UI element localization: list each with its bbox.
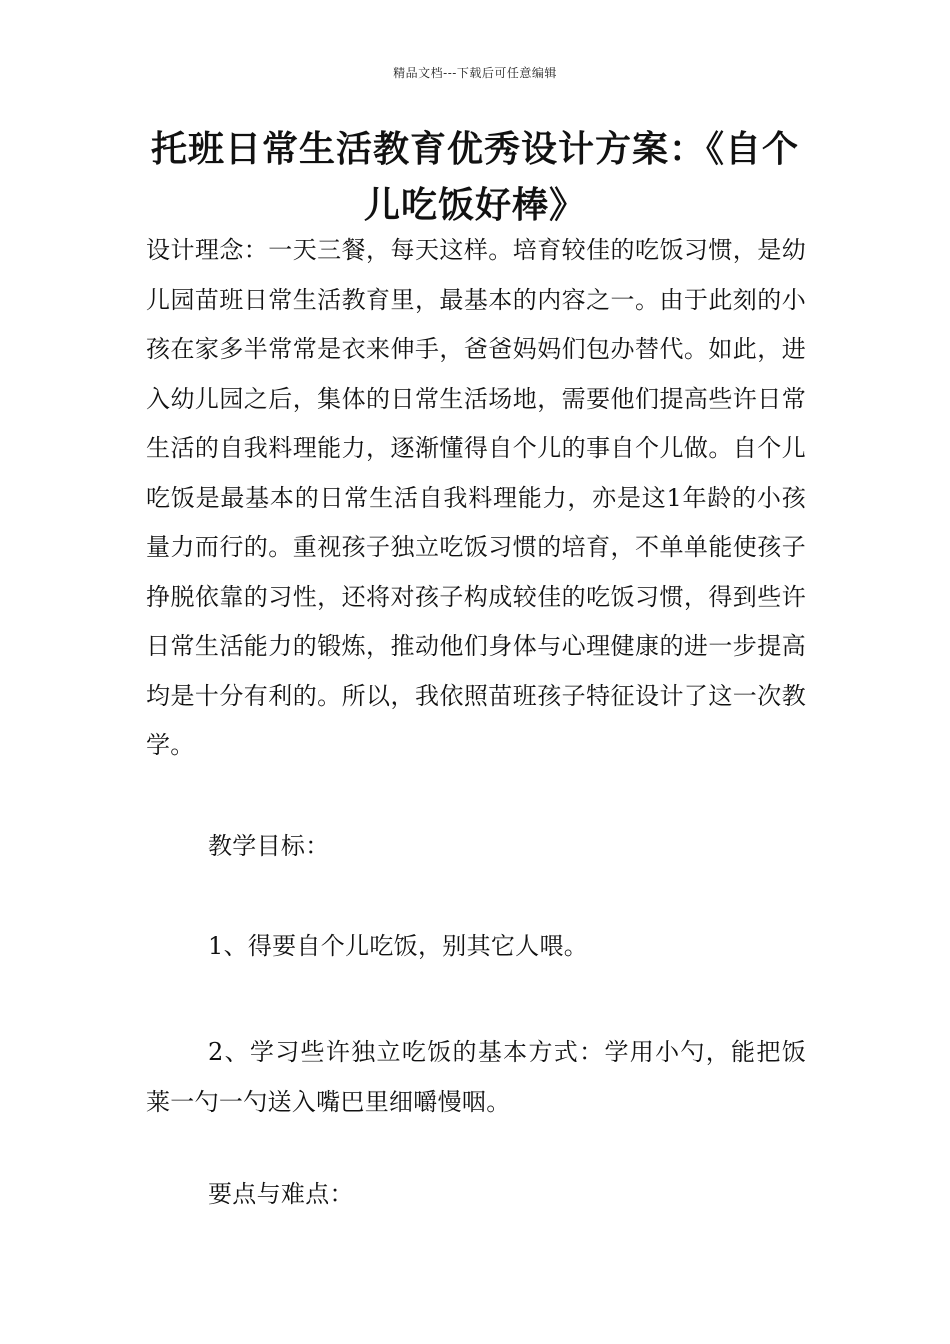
document-title: 托班日常生活教育优秀设计方案：《自个儿吃饭好棒》 bbox=[150, 129, 799, 226]
keypoints-heading: 要点与难点： bbox=[208, 1180, 354, 1208]
design-concept-paragraph: 设计理念：一天三餐，每天这样。培育较佳的吃饭习惯，是幼儿园苗班日常生活教育里，最基本的内容之一。由于此刻的小孩在家多半常常是衣来伸手，爸爸妈妈们包办替代。如此，进入幼儿园之后，集体的日常生活场地，需要他们提高些许日常生活的自我料理能力，逐渐懂得自个儿的事自个儿做。自个儿吃饭是最基本的日常生活自我料理能力，亦是这1年龄的小孩量力而行的。重视孩子独立吃饭习惯的培育，不单单能使孩子挣脱依靠的习性，还将对孩子构成较佳的吃饭习惯，得到些许日常生活能力的锻炼，推动他们身体与心理健康的进一步提高均是十分有利的。所以，我依照苗班孩子特征设计了这一次教学。 bbox=[146, 236, 806, 759]
goal-item: 1、得要自个儿吃饭，别其它人喂。 bbox=[208, 932, 589, 960]
header-note: 精品文档---下载后可任意编辑 bbox=[393, 66, 557, 80]
goals-heading: 教学目标： bbox=[208, 832, 330, 860]
goal-item: 2、学习些许独立吃饭的基本方式：学用小勺，能把饭莱一勺一勺送入嘴巴里细嚼慢咽。 bbox=[146, 1038, 806, 1116]
